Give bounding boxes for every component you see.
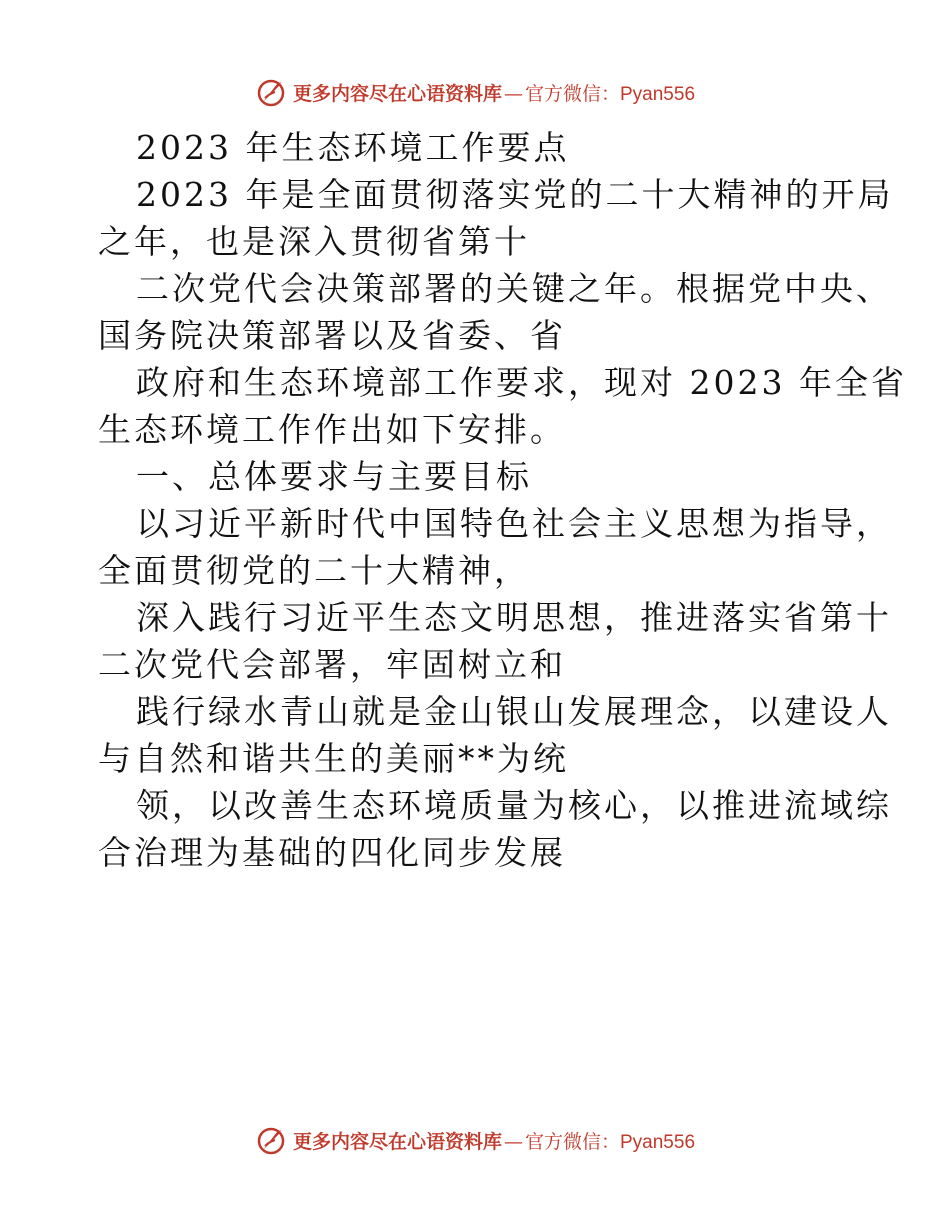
paragraph-line: 与自然和谐共生的美丽**为统 <box>98 739 569 778</box>
section-heading: 一、总体要求与主要目标 <box>136 457 532 496</box>
banner-main-text: 更多内容尽在心语资料库 <box>292 1130 502 1153</box>
document-body <box>98 124 907 876</box>
paragraph-line: 全面贯彻党的二十大精神， <box>98 551 530 590</box>
document-title: 2023 年生态环境工作要点 <box>136 128 570 167</box>
paragraph-line: 合治理为基础的四化同步发展 <box>98 833 566 872</box>
banner-wechat-label: 官方微信： <box>524 82 620 105</box>
banner-text <box>293 79 695 106</box>
paragraph-line: 深入践行习近平生态文明思想，推进落实省第十 <box>136 598 892 637</box>
paragraph-line: 二次党代会部署，牢固树立和 <box>98 645 566 684</box>
paragraph-line: 政府和生态环境部工作要求，现对 2023 年全省 <box>136 363 907 402</box>
paragraph-line: 二次党代会决策部署的关键之年。根据党中央、 <box>136 269 892 308</box>
quill-logo-icon <box>255 76 287 108</box>
paragraph-line: 国务院决策部署以及省委、省 <box>98 316 566 355</box>
paragraph-line: 生态环境工作作出如下安排。 <box>98 410 566 449</box>
paragraph-line: 之年，也是深入贯彻省第十 <box>98 222 530 261</box>
footer-banner <box>0 1120 950 1160</box>
paragraph-line: 领，以改善生态环境质量为核心，以推进流域综 <box>136 786 892 825</box>
banner-main-text: 更多内容尽在心语资料库 <box>292 82 502 105</box>
paragraph-line: 践行绿水青山就是金山银山发展理念，以建设人 <box>136 692 892 731</box>
header-banner <box>0 72 950 112</box>
paragraph-line: 以习近平新时代中国特色社会主义思想为指导， <box>136 504 892 543</box>
quill-logo-icon <box>255 1124 287 1156</box>
banner-dash: — <box>503 82 523 105</box>
banner-wechat-id: Pyan556 <box>620 1131 696 1153</box>
banner-wechat-id: Pyan556 <box>620 83 696 105</box>
paragraph-line: 2023 年是全面贯彻落实党的二十大精神的开局 <box>136 175 894 214</box>
banner-dash: — <box>503 1130 523 1153</box>
banner-text <box>293 1127 695 1154</box>
banner-wechat-label: 官方微信： <box>524 1130 620 1153</box>
